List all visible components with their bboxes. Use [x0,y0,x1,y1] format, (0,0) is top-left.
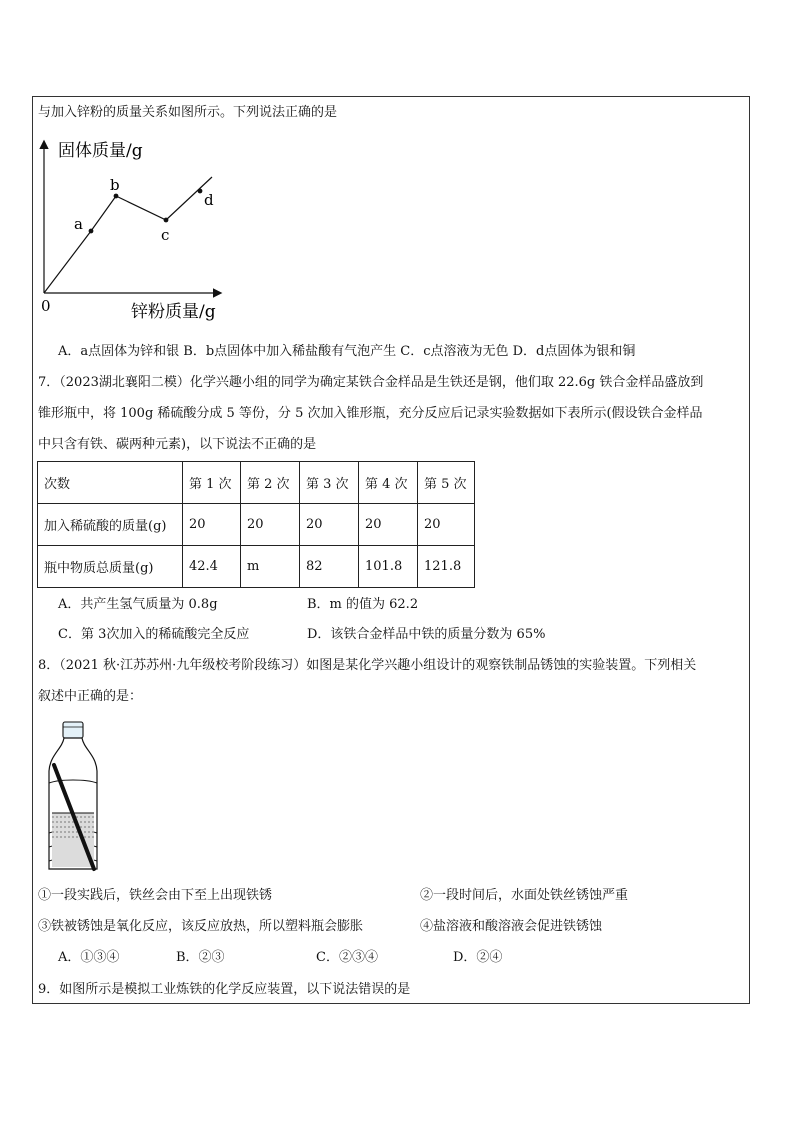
point-a-label: a [74,215,83,233]
x-axis-label: 锌粉质量/g [131,302,216,322]
table-cell: 加入稀硫酸的质量(g) [38,504,183,546]
table-cell: 42.4 [183,546,241,588]
solid-mass-graph [34,130,234,325]
table-cell: 121.8 [418,546,475,588]
q6-options: A．a点固体为锌和银 B．b点固体中加入稀盐酸有气泡产生 C．c点溶液为无色 D．d点固体为银和铜 [58,344,636,359]
q7-option-c: C．第 3次加入的稀硫酸完全反应 [58,627,250,642]
table-cell: 20 [359,504,418,546]
table-cell: 20 [300,504,359,546]
q8-line2: 叙述中正确的是： [38,689,143,704]
table-header-cell: 第 5 次 [418,462,475,504]
q7-line3: 中只含有铁、碳两种元素)，以下说法不正确的是 [38,437,317,452]
origin-label: 0 [41,297,51,315]
q8-statement-2: ②一段时间后，水面处铁丝锈蚀严重 [420,888,629,903]
point-d-marker [198,189,203,194]
table-cell: 瓶中物质总质量(g) [38,546,183,588]
table-row [38,546,475,588]
table-header-cell: 第 1 次 [183,462,241,504]
q8-option-a: A．①③④ [58,950,120,965]
y-axis-label: 固体质量/g [58,141,143,161]
point-a-marker [89,229,94,234]
table-cell: m [241,546,300,588]
table-header-row [38,462,475,504]
table-cell: 20 [418,504,475,546]
table-cell: 20 [241,504,300,546]
q8-statement-3: ③铁被锈蚀是氧化反应，该反应放热，所以塑料瓶会膨胀 [38,919,364,934]
q7-line2: 锥形瓶中，将 100g 稀硫酸分成 5 等份，分 5 次加入锥形瓶，充分反应后记录实验数据如下表所示(假设铁合金样品 [38,406,703,421]
table-header-cell: 第 3 次 [300,462,359,504]
bottle-cap [63,722,83,738]
q6-stem-end: 与加入锌粉的质量关系如图所示。下列说法正确的是 [38,105,338,120]
water-solution [52,813,94,867]
table-header-cell: 次数 [38,462,183,504]
point-b-label: b [110,176,120,194]
q7-data-table [37,461,475,588]
table-cell: 20 [183,504,241,546]
q8-statement-4: ④盐溶液和酸溶液会促进铁锈蚀 [420,919,603,934]
q7-line1: 7．（2023湖北襄阳二模）化学兴趣小组的同学为确定某铁合金样品是生铁还是钢，他们取 22.6g 铁合金样品盛放到 [38,375,704,390]
q8-statement-1: ①一段实践后，铁丝会由下至上出现铁锈 [38,888,273,903]
table-row [38,504,475,546]
q7-option-d: D．该铁合金样品中铁的质量分数为 65% [307,627,546,642]
q8-option-b: B．②③ [176,950,225,965]
mass-curve [44,177,212,293]
table-cell: 82 [300,546,359,588]
q8-line1: 8．（2021 秋·江苏苏州·九年级校考阶段练习）如图是某化学兴趣小组设计的观察铁制品锈蚀的实验装置。下列相关 [38,658,697,673]
q7-option-a: A．共产生氢气质量为 0.8g [58,597,218,612]
table-header-cell: 第 2 次 [241,462,300,504]
q7-option-b: B．m 的值为 62.2 [307,597,419,612]
point-d-label: d [204,191,214,209]
table-cell: 101.8 [359,546,418,588]
q8-option-d: D．②④ [453,950,503,965]
point-b-marker [114,194,119,199]
point-c-marker [164,218,169,223]
table-header-cell: 第 4 次 [359,462,418,504]
q8-option-c: C．②③④ [316,950,378,965]
point-c-label: c [161,226,170,244]
bottle-illustration [40,719,106,873]
q9-stem: 9．如图所示是模拟工业炼铁的化学反应装置，以下说法错误的是 [38,982,411,997]
